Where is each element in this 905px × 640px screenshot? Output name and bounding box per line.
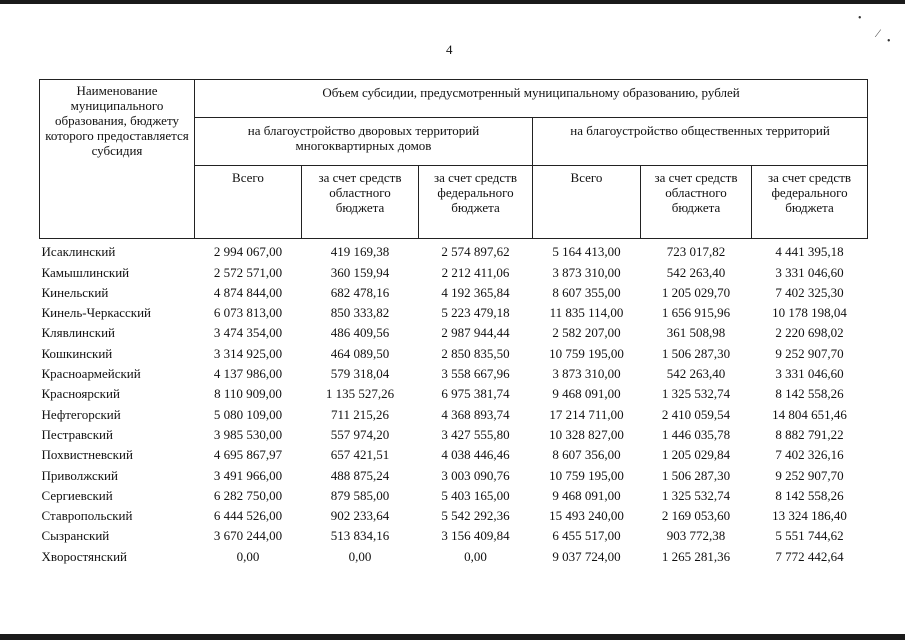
cell-total-courtyard: 3 670 244,00 xyxy=(213,528,283,544)
scan-speck: • xyxy=(887,36,891,47)
municipality-name: Кинель-Черкасский xyxy=(41,305,151,321)
municipality-name: Ставропольский xyxy=(41,508,133,524)
scan-speck: ⁄ xyxy=(877,26,880,40)
cell-total-public: 6 455 517,00 xyxy=(552,528,621,544)
cell-federal-public: 8 142 558,26 xyxy=(775,487,844,503)
cell-total-courtyard: 6 073 813,00 xyxy=(213,305,283,321)
cell-regional-public: 1 325 532,74 xyxy=(661,487,731,503)
cell-regional-courtyard: 902 233,64 xyxy=(330,508,390,524)
table-row xyxy=(40,340,868,360)
cell-federal-public: 7 772 442,64 xyxy=(775,548,844,564)
cell-federal-public: 9 252 907,70 xyxy=(775,345,844,361)
cell-total-public: 3 873 310,00 xyxy=(552,264,621,280)
cell-total-public: 3 873 310,00 xyxy=(552,366,621,382)
cell-regional-courtyard: 360 159,94 xyxy=(330,264,390,280)
cell-federal-courtyard: 3 003 090,76 xyxy=(441,467,510,483)
cell-federal-public: 14 804 651,46 xyxy=(772,406,847,422)
table-row xyxy=(40,320,868,340)
cell-total-public: 2 582 207,00 xyxy=(552,325,621,341)
cell-regional-public: 903 772,38 xyxy=(666,528,726,544)
cell-federal-courtyard: 2 850 835,50 xyxy=(441,345,510,361)
municipality-name: Красноармейский xyxy=(41,366,141,382)
header-federal-courtyard: за счет средств федерального бюджета xyxy=(419,166,533,239)
cell-total-courtyard: 3 314 925,00 xyxy=(213,345,283,361)
cell-total-public: 10 759 195,00 xyxy=(549,345,624,361)
table-row xyxy=(40,442,868,462)
cell-total-courtyard: 5 080 109,00 xyxy=(213,406,283,422)
cell-total-public: 9 468 091,00 xyxy=(552,487,621,503)
cell-total-courtyard: 2 572 571,00 xyxy=(213,264,283,280)
table-row xyxy=(40,523,868,543)
municipality-name: Хворостянский xyxy=(41,548,127,564)
cell-federal-courtyard: 2 574 897,62 xyxy=(441,244,510,260)
cell-federal-courtyard: 2 212 411,06 xyxy=(441,264,510,280)
table-row xyxy=(40,503,868,523)
cell-federal-public: 5 551 744,62 xyxy=(775,528,844,544)
cell-federal-courtyard: 2 987 944,44 xyxy=(441,325,510,341)
cell-federal-public: 2 220 698,02 xyxy=(775,325,844,341)
cell-total-public: 8 607 355,00 xyxy=(552,284,621,300)
cell-federal-courtyard: 3 156 409,84 xyxy=(441,528,510,544)
cell-regional-courtyard: 879 585,00 xyxy=(330,487,390,503)
cell-regional-courtyard: 682 478,16 xyxy=(330,284,390,300)
municipality-name: Похвистневский xyxy=(41,447,133,463)
cell-federal-public: 7 402 325,30 xyxy=(775,284,844,300)
cell-total-courtyard: 3 985 530,00 xyxy=(213,426,283,442)
municipality-name: Исаклинский xyxy=(41,244,116,260)
header-regional-courtyard: за счет средств областного бюджета xyxy=(302,166,419,239)
table-row xyxy=(40,483,868,503)
bottom-scan-border xyxy=(0,634,905,640)
cell-federal-courtyard: 4 368 893,74 xyxy=(441,406,510,422)
cell-regional-courtyard: 1 135 527,26 xyxy=(325,386,395,402)
cell-federal-public: 8 882 791,22 xyxy=(775,426,844,442)
table-row xyxy=(40,239,868,260)
top-scan-border xyxy=(0,0,905,4)
municipality-name: Красноярский xyxy=(41,386,120,402)
cell-regional-courtyard: 419 169,38 xyxy=(330,244,390,260)
cell-regional-courtyard: 0,00 xyxy=(348,548,372,564)
cell-federal-courtyard: 6 975 381,74 xyxy=(441,386,510,402)
cell-total-courtyard: 4 874 844,00 xyxy=(213,284,283,300)
table-row xyxy=(40,422,868,442)
municipality-name: Пестравский xyxy=(41,426,113,442)
cell-regional-courtyard: 557 974,20 xyxy=(330,426,390,442)
cell-total-public: 10 759 195,00 xyxy=(549,467,624,483)
cell-regional-public: 2 410 059,54 xyxy=(661,406,731,422)
cell-regional-courtyard: 486 409,56 xyxy=(330,325,390,341)
cell-federal-public: 13 324 186,40 xyxy=(772,508,847,524)
municipality-name: Клявлинский xyxy=(41,325,116,341)
table-row xyxy=(40,462,868,482)
cell-total-public: 5 164 413,00 xyxy=(552,244,621,260)
scan-speck: • xyxy=(858,13,862,24)
cell-regional-courtyard: 488 875,24 xyxy=(330,467,390,483)
cell-federal-public: 7 402 326,16 xyxy=(775,447,844,463)
municipality-name: Сызранский xyxy=(41,528,110,544)
cell-total-courtyard: 4 695 867,97 xyxy=(213,447,283,463)
cell-total-courtyard: 2 994 067,00 xyxy=(213,244,283,260)
cell-federal-courtyard: 3 427 555,80 xyxy=(441,426,510,442)
cell-regional-public: 542 263,40 xyxy=(666,264,726,280)
cell-regional-public: 1 656 915,96 xyxy=(661,305,731,321)
cell-total-courtyard: 4 137 986,00 xyxy=(213,366,283,382)
cell-federal-public: 10 178 198,04 xyxy=(772,305,847,321)
table-row xyxy=(40,280,868,300)
table-row xyxy=(40,361,868,381)
cell-regional-public: 2 169 053,60 xyxy=(661,508,731,524)
table-row xyxy=(40,401,868,421)
cell-total-public: 11 835 114,00 xyxy=(549,305,624,321)
header-courtyard-group: на благоустройство дворовых территорий многоквартирных домов xyxy=(195,118,533,166)
cell-regional-public: 1 506 287,30 xyxy=(661,345,731,361)
cell-regional-courtyard: 711 215,26 xyxy=(330,406,390,422)
cell-total-courtyard: 6 282 750,00 xyxy=(213,487,283,503)
cell-federal-public: 3 331 046,60 xyxy=(775,264,844,280)
cell-regional-public: 361 508,98 xyxy=(666,325,726,341)
table-row xyxy=(40,543,868,563)
cell-federal-public: 9 252 907,70 xyxy=(775,467,844,483)
cell-total-public: 9 037 724,00 xyxy=(552,548,621,564)
page-number: 4 xyxy=(446,42,453,57)
cell-federal-courtyard: 4 038 446,46 xyxy=(441,447,510,463)
header-total-public: Всего xyxy=(533,166,641,239)
cell-regional-courtyard: 464 089,50 xyxy=(330,345,390,361)
municipality-name: Кошкинский xyxy=(41,345,113,361)
cell-federal-courtyard: 5 223 479,18 xyxy=(441,305,510,321)
cell-regional-public: 723 017,82 xyxy=(666,244,726,260)
cell-regional-public: 1 205 029,70 xyxy=(661,284,731,300)
cell-regional-public: 1 325 532,74 xyxy=(661,386,731,402)
subsidy-table xyxy=(39,79,868,564)
cell-federal-courtyard: 4 192 365,84 xyxy=(441,284,510,300)
table-row xyxy=(40,259,868,279)
cell-regional-public: 1 205 029,84 xyxy=(661,447,731,463)
municipality-name: Приволжский xyxy=(41,467,118,483)
cell-federal-public: 8 142 558,26 xyxy=(775,386,844,402)
cell-total-courtyard: 3 491 966,00 xyxy=(213,467,283,483)
cell-regional-courtyard: 657 421,51 xyxy=(330,447,390,463)
header-federal-public: за счет средств федерального бюджета xyxy=(752,166,868,239)
cell-regional-public: 542 263,40 xyxy=(666,366,726,382)
cell-total-courtyard: 3 474 354,00 xyxy=(213,325,283,341)
header-total-courtyard: Всего xyxy=(195,166,302,239)
cell-federal-courtyard: 5 403 165,00 xyxy=(441,487,510,503)
header-public-group: на благоустройство общественных территорий xyxy=(533,118,868,166)
municipality-name: Кинельский xyxy=(41,284,109,300)
cell-total-public: 15 493 240,00 xyxy=(549,508,624,524)
header-subsidy-volume: Объем субсидии, предусмотренный муниципальному образованию, рублей xyxy=(195,80,868,118)
cell-regional-public: 1 506 287,30 xyxy=(661,467,731,483)
cell-regional-public: 1 446 035,78 xyxy=(661,426,731,442)
cell-regional-courtyard: 579 318,04 xyxy=(330,366,390,382)
cell-regional-courtyard: 850 333,82 xyxy=(330,305,390,321)
cell-regional-courtyard: 513 834,16 xyxy=(330,528,390,544)
municipality-name: Нефтегорский xyxy=(41,406,121,422)
cell-total-courtyard: 6 444 526,00 xyxy=(213,508,283,524)
cell-total-public: 9 468 091,00 xyxy=(552,386,621,402)
cell-federal-courtyard: 5 542 292,36 xyxy=(441,508,510,524)
cell-total-public: 17 214 711,00 xyxy=(549,406,624,422)
cell-total-public: 10 328 827,00 xyxy=(549,426,624,442)
cell-total-courtyard: 8 110 909,00 xyxy=(214,386,282,402)
cell-total-courtyard: 0,00 xyxy=(236,548,260,564)
cell-federal-public: 4 441 395,18 xyxy=(775,244,844,260)
municipality-name: Камышлинский xyxy=(41,264,130,280)
cell-total-public: 8 607 356,00 xyxy=(552,447,621,463)
cell-federal-courtyard: 0,00 xyxy=(464,548,487,564)
table-row xyxy=(40,381,868,401)
header-regional-public: за счет средств областного бюджета xyxy=(641,166,752,239)
cell-regional-public: 1 265 281,36 xyxy=(661,548,731,564)
cell-federal-courtyard: 3 558 667,96 xyxy=(441,366,510,382)
cell-federal-public: 3 331 046,60 xyxy=(775,366,844,382)
table-row xyxy=(40,300,868,320)
municipality-name: Сергиевский xyxy=(41,487,113,503)
header-municipality-name: Наименование муниципального образования, бюджету которого предоставляется субсидия xyxy=(40,80,195,239)
